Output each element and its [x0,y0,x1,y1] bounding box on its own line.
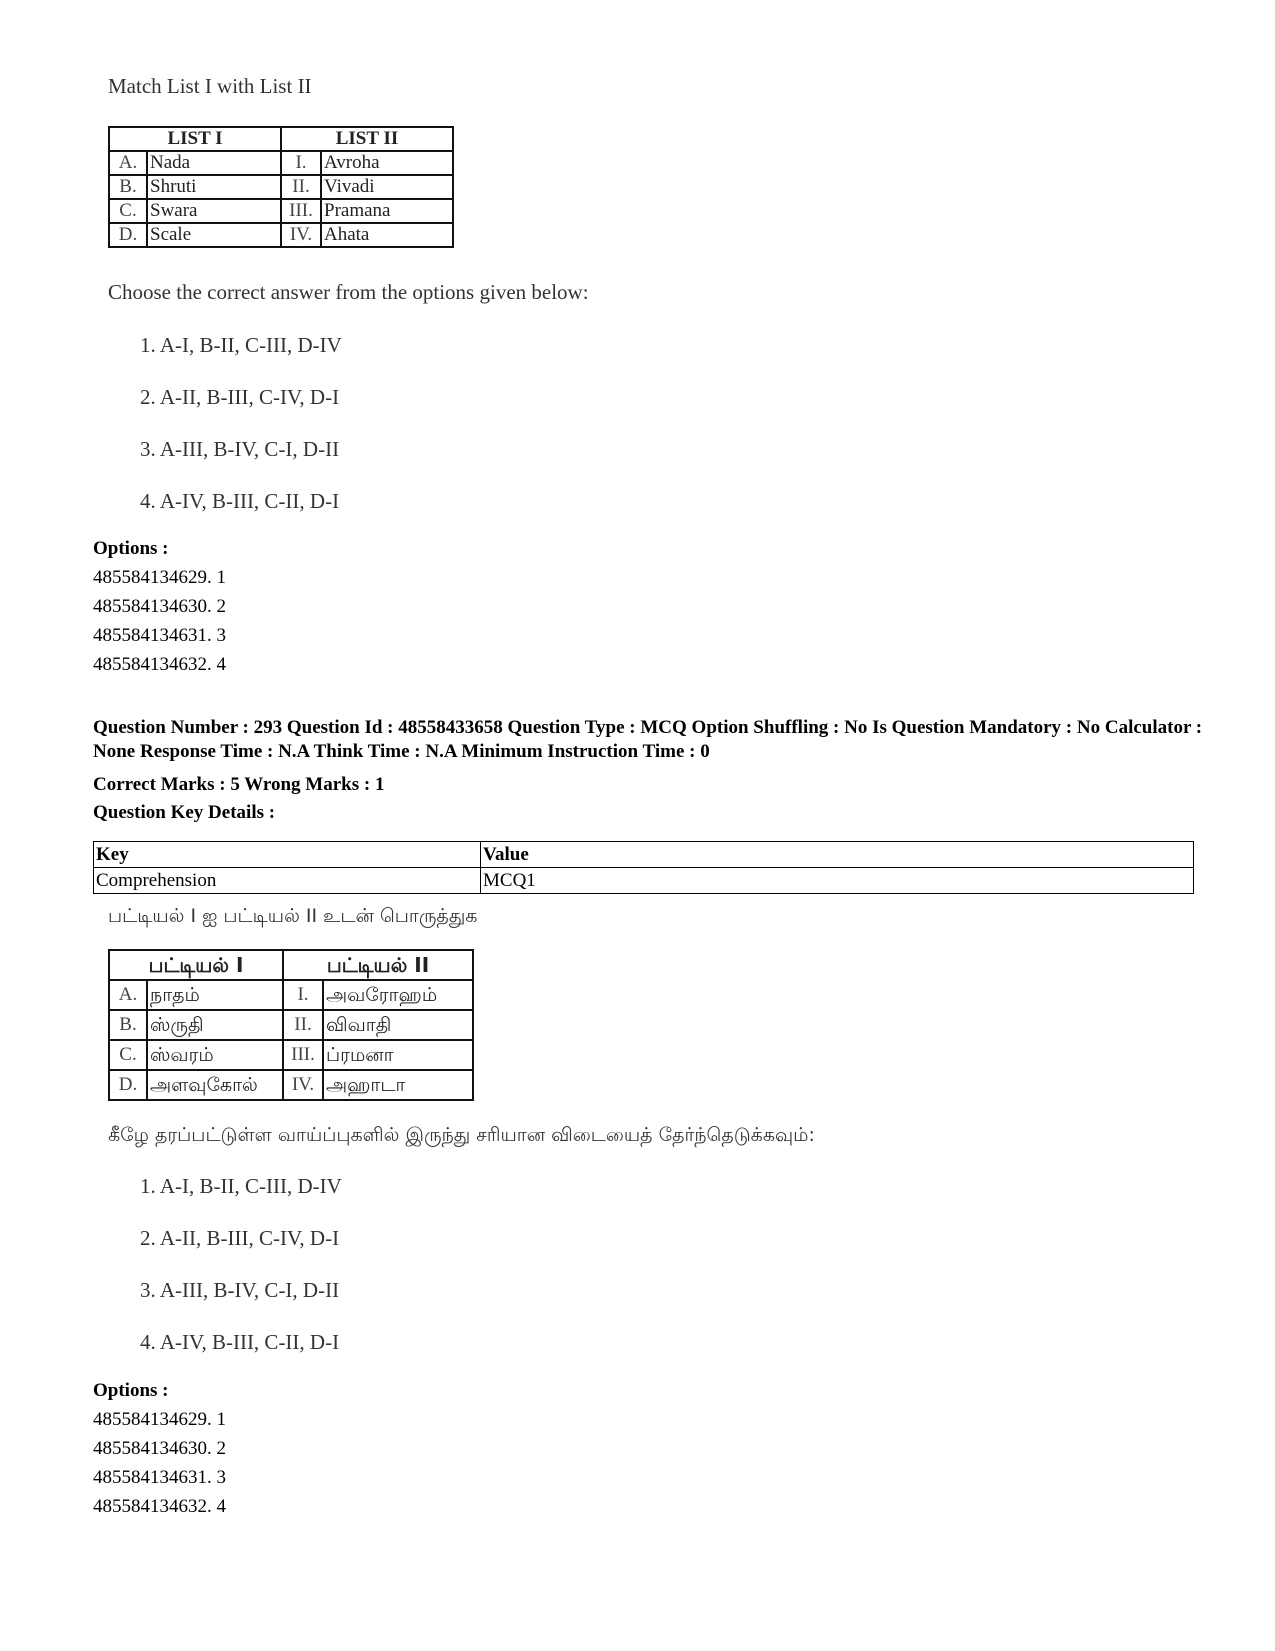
list1-item: ஸ்வரம் [147,1040,283,1070]
options-label: Options : [93,1380,169,1401]
q2-list1-header: பட்டியல் I [109,950,283,980]
row-label: II. [281,175,321,199]
table-row [109,151,453,175]
option-item: 485584134631. 3 [93,1467,226,1488]
q2-list2-header: பட்டியல் II [283,950,473,980]
list2-item: அவரோஹம் [323,980,473,1010]
marks-line: Correct Marks : 5 Wrong Marks : 1 [93,774,385,795]
q1-list1-header: LIST I [109,127,281,151]
row-label: C. [109,199,147,223]
option-item: 485584134630. 2 [93,596,226,617]
q1-list2-header: LIST II [281,127,453,151]
q2-choice-1: 1. A-I, B-II, C-III, D-IV [140,1174,342,1198]
q1-choice-4: 4. A-IV, B-III, C-II, D-I [140,489,340,513]
q1-title: Match List I with List II [108,74,312,98]
q1-choice-2: 2. A-II, B-III, C-IV, D-I [140,385,340,409]
q2-choice-2: 2. A-II, B-III, C-IV, D-I [140,1226,340,1250]
q2-match-table [108,949,474,1101]
value-header: Value [481,842,1194,868]
option-item: 485584134632. 4 [93,654,226,675]
q1-choice-1: 1. A-I, B-II, C-III, D-IV [140,333,342,357]
list1-item: Nada [147,151,281,175]
list1-item: Shruti [147,175,281,199]
q2-options [93,1376,226,1521]
table-header-row [94,842,1194,868]
list2-item: Avroha [321,151,453,175]
q1-options [93,534,226,679]
value-cell: MCQ1 [481,868,1194,894]
row-label: D. [109,1070,147,1100]
table-row [109,1070,473,1100]
row-label: A. [109,151,147,175]
list1-item: நாதம் [147,980,283,1010]
list1-item: Scale [147,223,281,247]
row-label: C. [109,1040,147,1070]
row-label: II. [283,1010,323,1040]
table-row [109,199,453,223]
question-key-table [93,841,1194,894]
row-label: III. [281,199,321,223]
row-label: IV. [283,1070,323,1100]
row-label: III. [283,1040,323,1070]
option-item: 485584134630. 2 [93,1438,226,1459]
q1-instruction: Choose the correct answer from the options given below: [108,280,589,304]
list2-item: ப்ரமனா [323,1040,473,1070]
list1-item: Swara [147,199,281,223]
option-item: 485584134629. 1 [93,1409,226,1430]
list2-item: Pramana [321,199,453,223]
table-row [109,1040,473,1070]
q2-instruction: கீழே தரப்பட்டுள்ள வாய்ப்புகளில் இருந்து சரியான விடையைத் தேர்ந்தெடுக்கவும்: [108,1124,815,1146]
row-label: IV. [281,223,321,247]
row-label: D. [109,223,147,247]
row-label: B. [109,1010,147,1040]
q2-title: பட்டியல் I ஐ பட்டியல் II உடன் பொருத்துக [108,905,478,927]
table-row [109,980,473,1010]
row-label: I. [281,151,321,175]
table-row [109,175,453,199]
question-meta: Question Number : 293 Question Id : 48558433658 Question Type : MCQ Option Shuffling : No Is Question Mandatory : No Calculator : None Response Time : N.A Think Time : N.A Minimum Instruction Time : 0 [93,717,1203,762]
key-cell: Comprehension [94,868,481,894]
option-item: 485584134632. 4 [93,1496,226,1517]
row-label: B. [109,175,147,199]
row-label: A. [109,980,147,1010]
table-row [109,1010,473,1040]
q1-choice-3: 3. A-III, B-IV, C-I, D-II [140,437,340,461]
table-row [109,223,453,247]
list2-item: Ahata [321,223,453,247]
list2-item: விவாதி [323,1010,473,1040]
list2-item: அஹாடா [323,1070,473,1100]
table-row [94,868,1194,894]
q2-choice-3: 3. A-III, B-IV, C-I, D-II [140,1278,340,1302]
q2-choice-4: 4. A-IV, B-III, C-II, D-I [140,1330,340,1354]
list1-item: ஸ்ருதி [147,1010,283,1040]
key-header: Key [94,842,481,868]
list2-item: Vivadi [321,175,453,199]
option-item: 485584134631. 3 [93,625,226,646]
key-details-heading: Question Key Details : [93,802,276,823]
option-item: 485584134629. 1 [93,567,226,588]
options-label: Options : [93,538,169,559]
row-label: I. [283,980,323,1010]
q1-match-table [108,126,454,248]
list1-item: அளவுகோல் [147,1070,283,1100]
